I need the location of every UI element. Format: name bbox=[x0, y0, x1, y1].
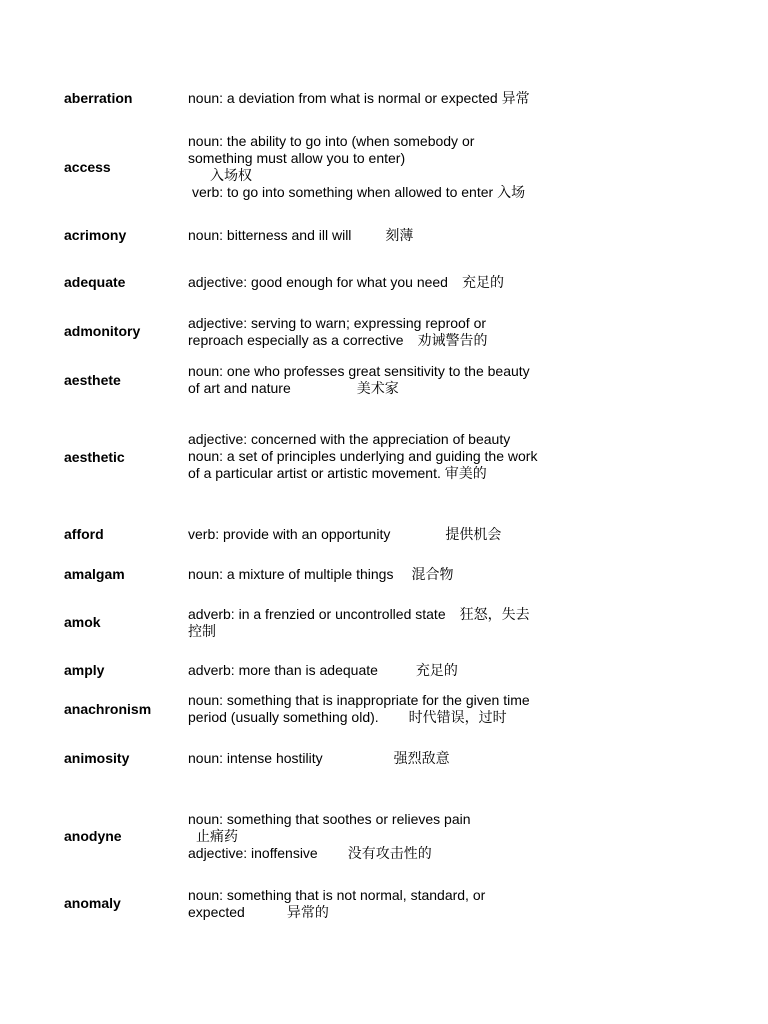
translation-line: 止痛药 bbox=[196, 828, 238, 844]
translation-line: 控制 bbox=[188, 623, 216, 639]
definition-line: noun: something that is inappropriate for the given time bbox=[188, 692, 530, 708]
vocab-word: amply bbox=[64, 662, 105, 678]
definition-line: noun: a deviation from what is normal or expected 异常 bbox=[188, 90, 530, 106]
definition-line: noun: something that is not normal, standard, or bbox=[188, 887, 486, 903]
vocab-word: aberration bbox=[64, 90, 133, 106]
definition-text: adverb: in a frenzied or uncontrolled state bbox=[188, 606, 446, 622]
vocab-word: amalgam bbox=[64, 566, 125, 582]
translation-text: 充足的 bbox=[415, 662, 458, 678]
vocab-word: adequate bbox=[64, 274, 126, 290]
definition-text: verb: provide with an opportunity bbox=[188, 526, 391, 542]
definition-line: something must allow you to enter) bbox=[188, 150, 406, 166]
vocab-definition bbox=[188, 133, 578, 201]
vocab-word: access bbox=[64, 159, 111, 175]
vocab-word: aesthetic bbox=[64, 449, 125, 465]
translation-text: 充足的 bbox=[461, 274, 504, 290]
vocab-definition bbox=[188, 692, 578, 726]
definition-text: adjective: inoffensive bbox=[188, 845, 318, 861]
vocab-definition bbox=[188, 274, 578, 291]
vocab-word: animosity bbox=[64, 750, 130, 766]
definition-line: adjective: serving to warn; expressing reproof or bbox=[188, 315, 487, 331]
definition-line: verb: to go into something when allowed to enter 入场 bbox=[192, 184, 526, 200]
translation-text: 美术家 bbox=[356, 380, 399, 396]
vocab-definition bbox=[188, 606, 578, 640]
definition-text: adjective: good enough for what you need bbox=[188, 274, 448, 290]
definition-text: expected bbox=[188, 904, 245, 920]
definition-line: noun: one who professes great sensitivity to the beauty bbox=[188, 363, 530, 379]
definition-line: noun: the ability to go into (when somebody or bbox=[188, 133, 475, 149]
definition-text: adverb: more than is adequate bbox=[188, 662, 378, 678]
vocab-definition bbox=[188, 662, 578, 679]
translation-line: 入场权 bbox=[210, 167, 252, 183]
vocab-definition bbox=[188, 431, 578, 482]
definition-text: of art and nature bbox=[188, 380, 291, 396]
translation-text: 异常的 bbox=[286, 904, 329, 920]
vocab-word: aesthete bbox=[64, 372, 121, 388]
translation-text: 时代错误，过时 bbox=[408, 709, 507, 725]
vocab-word: anomaly bbox=[64, 895, 121, 911]
vocab-definition bbox=[188, 811, 578, 862]
definition-text: reproach especially as a corrective bbox=[188, 332, 404, 348]
vocab-definition bbox=[188, 90, 578, 107]
vocab-word: anodyne bbox=[64, 828, 122, 844]
definition-line: adjective: concerned with the appreciation of beauty bbox=[188, 431, 511, 447]
vocab-definition bbox=[188, 566, 578, 583]
vocab-definition bbox=[188, 315, 578, 349]
translation-text: 提供机会 bbox=[445, 526, 502, 542]
definition-text: noun: bitterness and ill will bbox=[188, 227, 352, 243]
definition-text: period (usually something old). bbox=[188, 709, 379, 725]
vocab-definition bbox=[188, 227, 578, 244]
translation-text: 没有攻击性的 bbox=[347, 845, 432, 861]
definition-text: noun: a mixture of multiple things bbox=[188, 566, 394, 582]
translation-text: 狂怒，失去 bbox=[459, 606, 530, 622]
vocab-definition bbox=[188, 363, 578, 397]
definition-text: noun: intense hostility bbox=[188, 750, 323, 766]
vocab-word: admonitory bbox=[64, 323, 141, 339]
definition-line: noun: a set of principles underlying and guiding the work bbox=[188, 448, 538, 464]
vocab-definition bbox=[188, 750, 578, 767]
vocab-definition bbox=[188, 887, 578, 921]
vocab-word: amok bbox=[64, 614, 101, 630]
translation-text: 混合物 bbox=[411, 566, 454, 582]
vocab-word: anachronism bbox=[64, 701, 152, 717]
translation-text: 强烈敌意 bbox=[393, 750, 450, 766]
translation-text: 劝诫警告的 bbox=[417, 332, 488, 348]
vocab-definition bbox=[188, 526, 578, 543]
vocab-word: acrimony bbox=[64, 227, 127, 243]
vocab-word: afford bbox=[64, 526, 104, 542]
translation-text: 刻薄 bbox=[385, 227, 414, 243]
definition-line: of a particular artist or artistic movement. 审美的 bbox=[188, 465, 487, 481]
definition-line: noun: something that soothes or relieves pain bbox=[188, 811, 471, 827]
